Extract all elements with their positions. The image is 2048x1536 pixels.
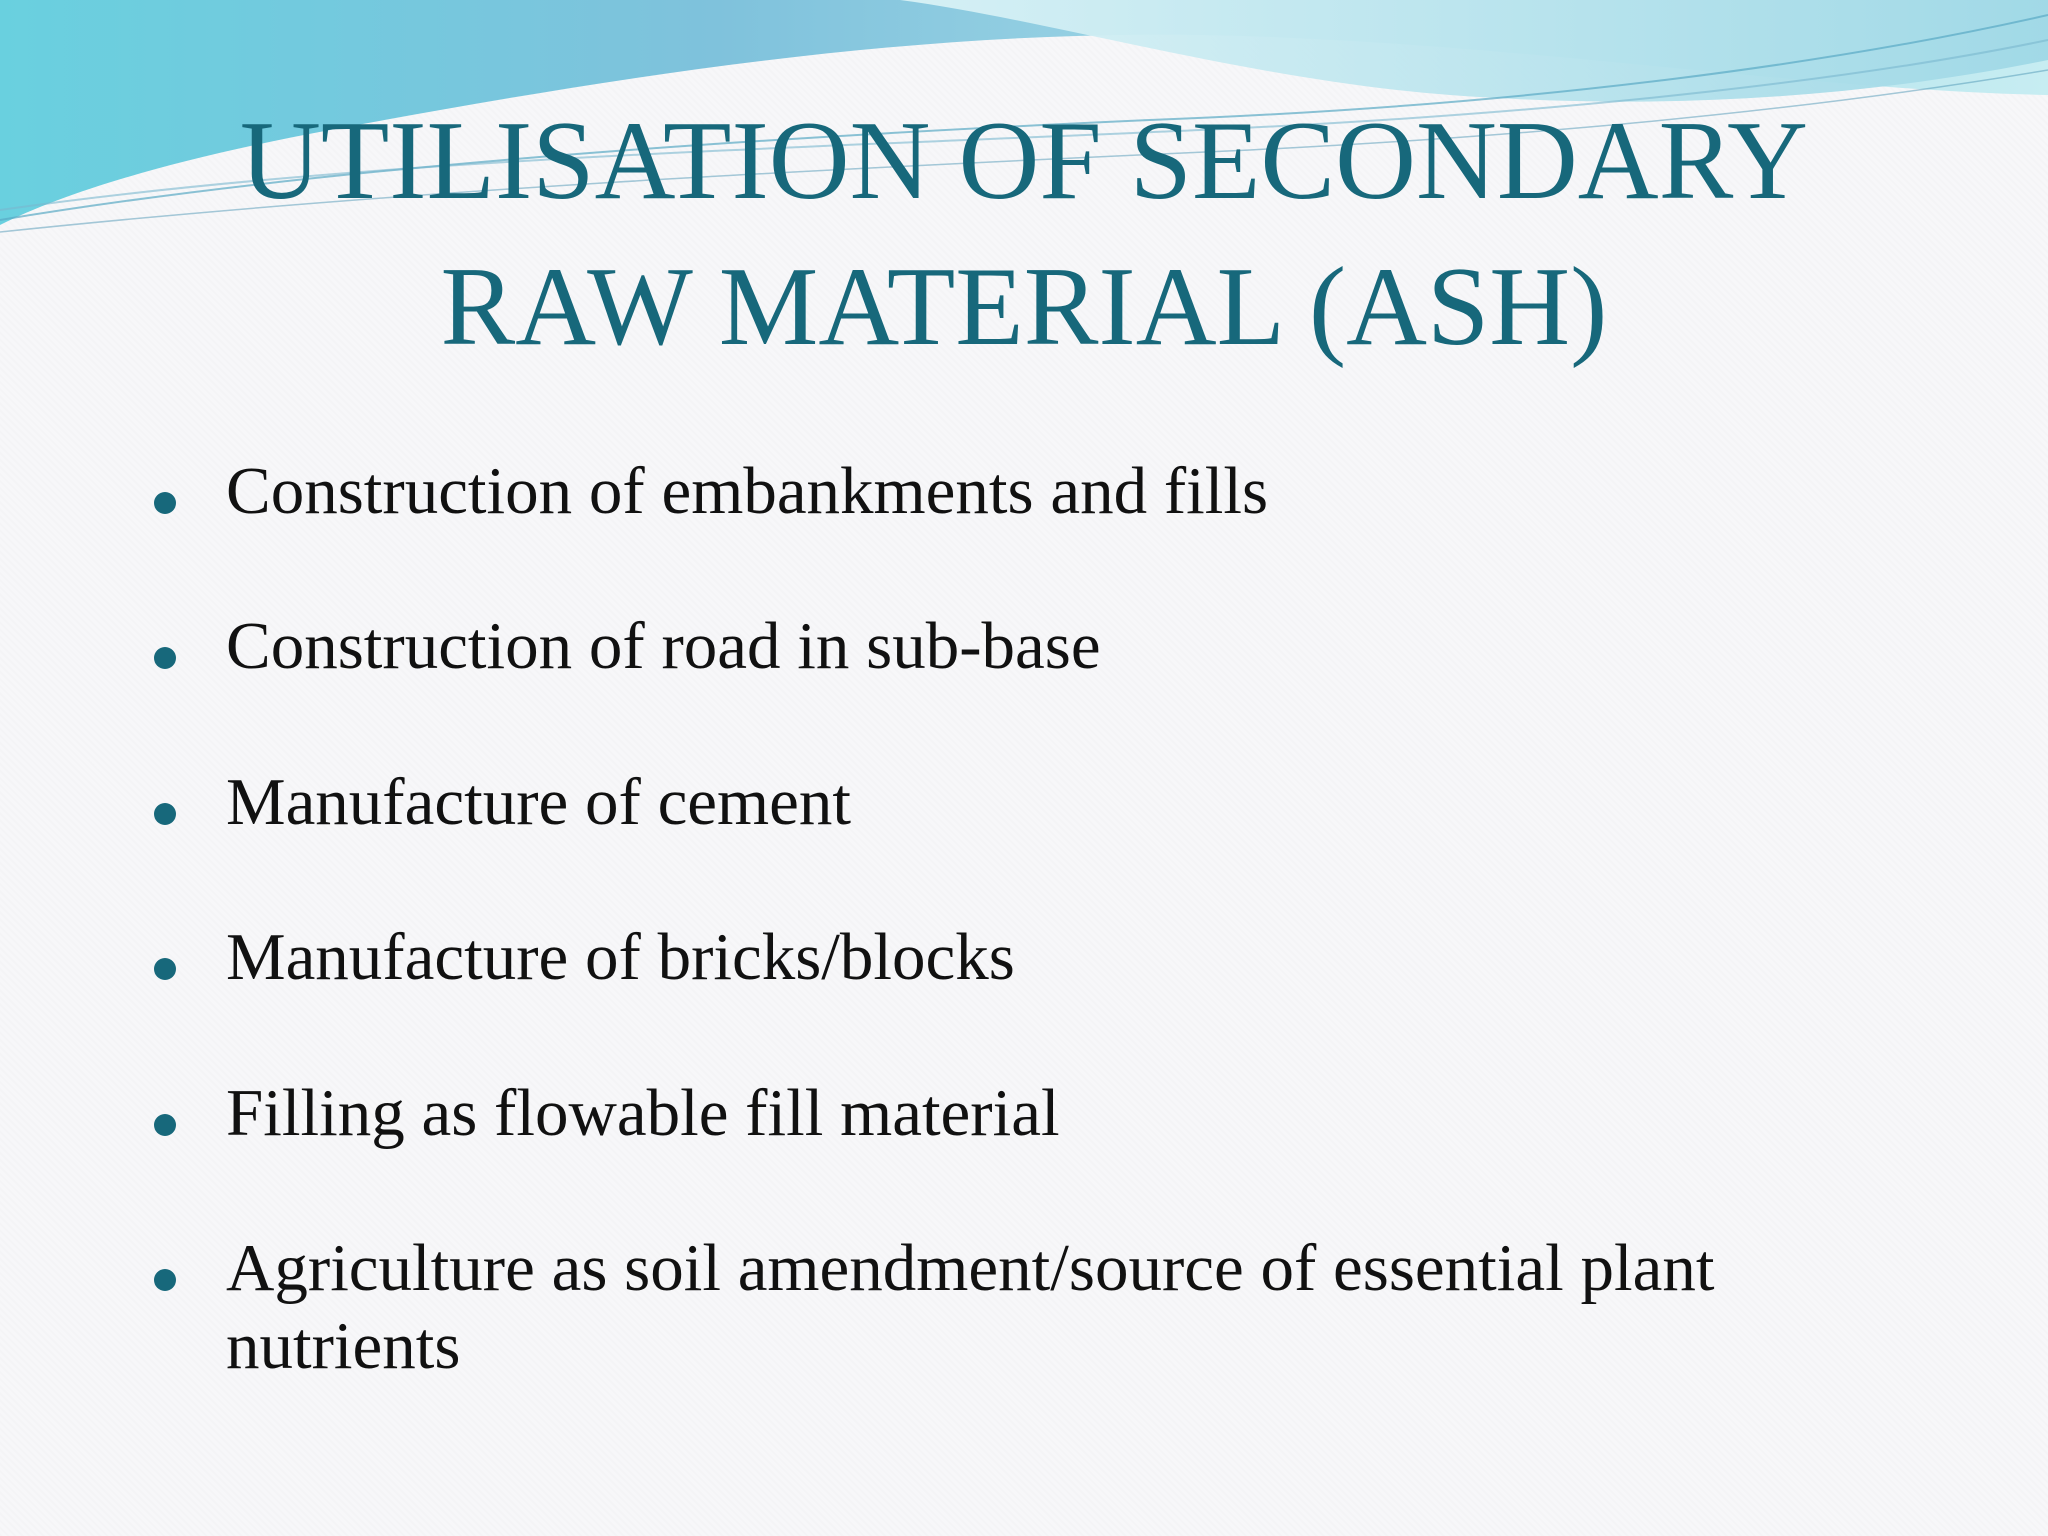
bullet-icon (154, 1269, 176, 1291)
slide-title-line-1: UTILISATION OF SECONDARY (239, 99, 1809, 223)
slide-title-line-2: RAW MATERIAL (ASH) (440, 245, 1608, 369)
bullet-text: Manufacture of cement (226, 765, 852, 839)
bullet-icon (154, 958, 176, 980)
bullet-text: Filling as flowable fill material (226, 1076, 1060, 1150)
bullet-icon (154, 647, 176, 669)
bullet-text: Construction of embankments and fills (226, 454, 1269, 528)
bullet-text: Agriculture as soil amendment/source of essential plant nutrients (226, 1231, 1715, 1383)
bullet-text: Manufacture of bricks/blocks (226, 920, 1015, 994)
bullet-text: Construction of road in sub-base (226, 609, 1101, 683)
bullet-icon (154, 1114, 176, 1136)
bullet-icon (154, 803, 176, 825)
bullet-icon (154, 492, 176, 514)
